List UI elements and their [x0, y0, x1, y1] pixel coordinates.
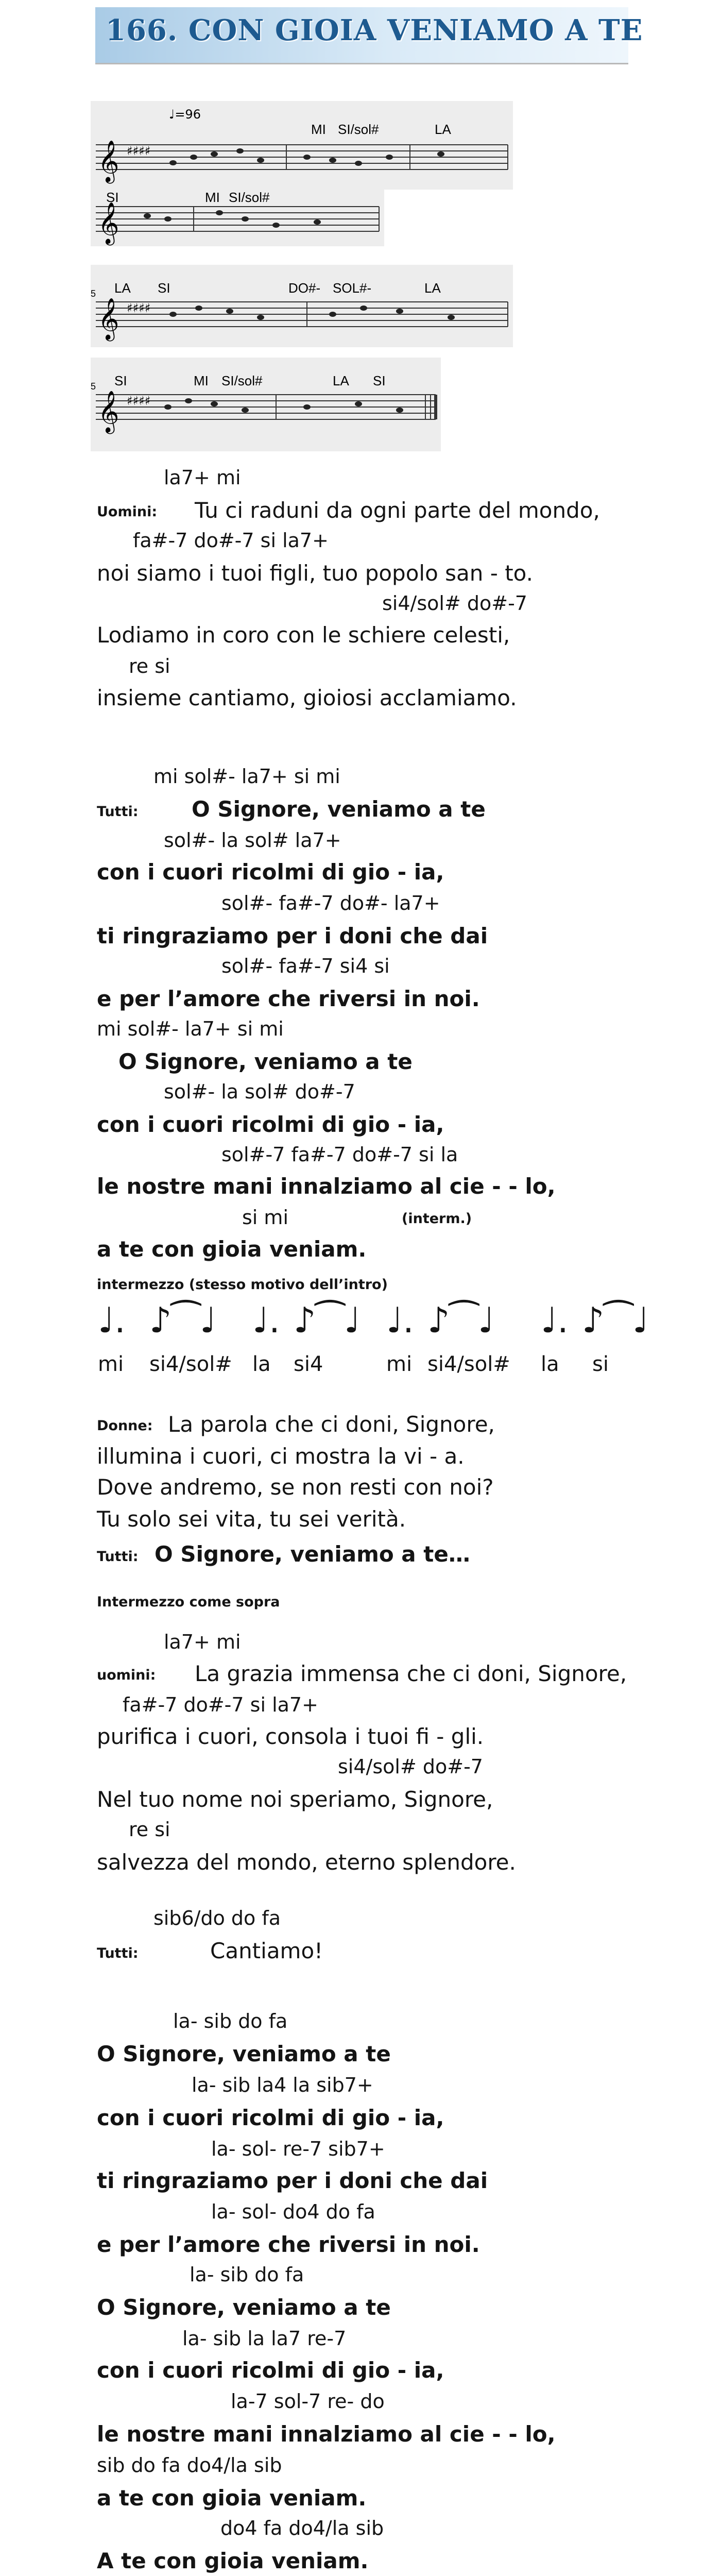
lyric-line: La grazia immensa che ci doni, Signore, — [195, 1661, 627, 1686]
chord-line: la- sib do fa — [190, 2263, 304, 2286]
chord-line: la- sib la4 la sib7+ — [192, 2074, 373, 2096]
score-chord: LA — [114, 280, 131, 296]
lyric-line: noi siamo i tuoi figli, tuo popolo san - to. — [97, 561, 533, 586]
lyric-line: Tu ci raduni da ogni parte del mondo, — [195, 498, 600, 523]
score-chord: MI — [194, 373, 209, 388]
score-chord: LA — [333, 373, 349, 388]
treble-clef-icon: 𝄞 — [98, 140, 119, 182]
refrain-line: O Signore, veniamo a te — [97, 2295, 391, 2320]
score-chord: SI/sol# — [229, 190, 270, 205]
lyric-line: purifica i cuori, consola i tuoi fi - gli. — [97, 1724, 484, 1749]
refrain-line: A te con gioia veniam. — [97, 2548, 369, 2573]
rhythm-chord: la — [252, 1352, 271, 1376]
lyric-line: illumina i cuori, ci mostra la vi - a. — [97, 1444, 465, 1469]
chord-line: la7+ mi — [164, 466, 241, 489]
measure-number: 5 — [91, 381, 96, 392]
chord-line: la- sib do fa — [173, 2010, 288, 2032]
score-chord: LA — [424, 280, 441, 296]
chord-line: sib6/do do fa — [153, 1907, 281, 1929]
chord-line: re si — [129, 655, 170, 677]
rhythm-note: ♩. — [541, 1300, 569, 1341]
refrain-line: con i cuori ricolmi di gio - ia, — [97, 2358, 444, 2383]
speaker-label: uomini: — [97, 1667, 156, 1683]
lyric-line: salvezza del mondo, eterno splendore. — [97, 1850, 516, 1875]
title-banner — [95, 7, 643, 64]
svg-text:♯♯♯♯: ♯♯♯♯ — [127, 144, 151, 158]
refrain-line: ti ringraziamo per i doni che dai — [97, 2168, 488, 2193]
treble-clef-icon: 𝄞 — [98, 390, 119, 432]
refrain-line: con i cuori ricolmi di gio - ia, — [97, 1112, 444, 1137]
score-chord: SI — [106, 190, 119, 205]
tempo-marking: ♩=96 — [169, 107, 201, 122]
chord-line: fa#-7 do#-7 si la7+ — [133, 529, 329, 552]
rhythm-note: ♩. — [98, 1300, 126, 1341]
refrain-line: le nostre mani innalziamo al cie - - lo, — [97, 1174, 556, 1199]
treble-clef-icon: 𝄞 — [98, 297, 119, 340]
score-chord: MI — [311, 122, 326, 137]
rhythm-note: ♩. — [386, 1300, 414, 1341]
rhythm-note: ♪⁀♩ — [149, 1300, 217, 1341]
rhythm-chord: la — [541, 1352, 559, 1376]
chord-line: la- sol- re-7 sib7+ — [211, 2138, 385, 2160]
chord-line: sib do fa do4/la sib — [97, 2454, 282, 2477]
chord-line: mi sol#- la7+ si mi — [97, 1018, 284, 1040]
refrain-line: con i cuori ricolmi di gio - ia, — [97, 859, 444, 885]
score-chord: SI — [114, 373, 127, 388]
chord-line: si mi — [242, 1206, 289, 1229]
rhythm-note: ♩. — [252, 1300, 280, 1341]
svg-text:♯♯♯♯: ♯♯♯♯ — [127, 394, 151, 408]
refrain-line: con i cuori ricolmi di gio - ia, — [97, 2105, 444, 2130]
interlude-note: (interm.) — [402, 1211, 472, 1227]
chord-line: sol#-7 fa#-7 do#-7 si la — [221, 1143, 458, 1166]
refrain-line: e per l’amore che riversi in noi. — [97, 986, 480, 1011]
chord-line: sol#- fa#-7 si4 si — [221, 955, 390, 977]
sheet-music-score — [91, 101, 513, 451]
chord-line: la- sib la la7 re-7 — [182, 2327, 347, 2350]
refrain-line: O Signore, veniamo a te — [118, 1049, 413, 1074]
lyric-line: Nel tuo nome noi speriamo, Signore, — [97, 1787, 493, 1812]
lyric-line: Cantiamo! — [210, 1938, 323, 1963]
rhythm-chord: si4/sol# — [149, 1352, 232, 1376]
lyric-line: insieme cantiamo, gioiosi acclamiamo. — [97, 685, 517, 710]
svg-text:♯♯♯♯: ♯♯♯♯ — [127, 301, 151, 315]
refrain-line: O Signore, veniamo a te — [192, 796, 486, 822]
chord-line: sol#- la sol# la7+ — [164, 829, 341, 852]
interlude-label: Intermezzo come sopra — [97, 1594, 280, 1610]
rhythm-chord: mi — [386, 1352, 413, 1376]
interlude-label: intermezzo (stesso motivo dell’intro) — [97, 1277, 388, 1293]
treble-clef-icon: 𝄞 — [98, 201, 119, 244]
score-chord: SI — [158, 280, 170, 296]
lyric-line: La parola che ci doni, Signore, — [168, 1412, 495, 1437]
refrain-line: O Signore, veniamo a te… — [154, 1541, 470, 1567]
score-chord: MI — [205, 190, 220, 205]
lyric-line: Tu solo sei vita, tu sei verità. — [97, 1506, 406, 1532]
rhythm-note: ♪⁀♩ — [427, 1300, 495, 1341]
rhythm-chord: si4/sol# — [427, 1352, 510, 1376]
chord-line: la- sol- do4 do fa — [211, 2200, 375, 2223]
chord-line: fa#-7 do#-7 si la7+ — [123, 1693, 318, 1716]
chord-line: si4/sol# do#-7 — [382, 592, 527, 615]
rhythm-chord: si — [592, 1352, 609, 1376]
lyric-line: Lodiamo in coro con le schiere celesti, — [97, 622, 510, 648]
score-chord: SI/sol# — [221, 373, 263, 388]
score-chord: SI — [373, 373, 386, 388]
chord-line: si4/sol# do#-7 — [338, 1755, 483, 1778]
chord-line: mi sol#- la7+ si mi — [153, 765, 340, 788]
refrain-line: le nostre mani innalziamo al cie - - lo, — [97, 2421, 556, 2447]
speaker-label: Tutti: — [97, 1549, 139, 1565]
lyric-line: Dove andremo, se non resti con noi? — [97, 1475, 494, 1500]
rhythm-chord: mi — [98, 1352, 124, 1376]
chord-line: la-7 sol-7 re- do — [231, 2390, 385, 2413]
score-chord: SOL#- — [333, 280, 372, 296]
refrain-line: ti ringraziamo per i doni che dai — [97, 923, 488, 948]
score-chord: SI/sol# — [338, 122, 379, 137]
speaker-label: Tutti: — [97, 1945, 139, 1961]
chord-line: re si — [129, 1818, 170, 1841]
refrain-line: a te con gioia veniam. — [97, 2485, 367, 2511]
score-chord: LA — [435, 122, 451, 137]
rhythm-note: ♪⁀♩ — [294, 1300, 361, 1341]
speaker-label: Uomini: — [97, 504, 158, 520]
measure-number: 5 — [91, 289, 96, 299]
refrain-line: e per l’amore che riversi in noi. — [97, 2232, 480, 2257]
speaker-label: Donne: — [97, 1418, 153, 1434]
chord-line: sol#- la sol# do#-7 — [164, 1080, 355, 1103]
chord-line: do4 fa do4/la sib — [220, 2517, 384, 2539]
refrain-line: a te con gioia veniam. — [97, 1236, 367, 1262]
refrain-line: O Signore, veniamo a te — [97, 2041, 391, 2066]
score-chord: DO#- — [288, 280, 321, 296]
rhythm-chord: si4 — [294, 1352, 323, 1376]
speaker-label: Tutti: — [97, 804, 139, 820]
chord-line: sol#- fa#-7 do#- la7+ — [221, 892, 440, 914]
chord-line: la7+ mi — [164, 1631, 241, 1653]
song-title: 166. CON GIOIA VENIAMO A TE — [106, 13, 643, 47]
rhythm-note: ♪⁀♩ — [582, 1300, 649, 1341]
